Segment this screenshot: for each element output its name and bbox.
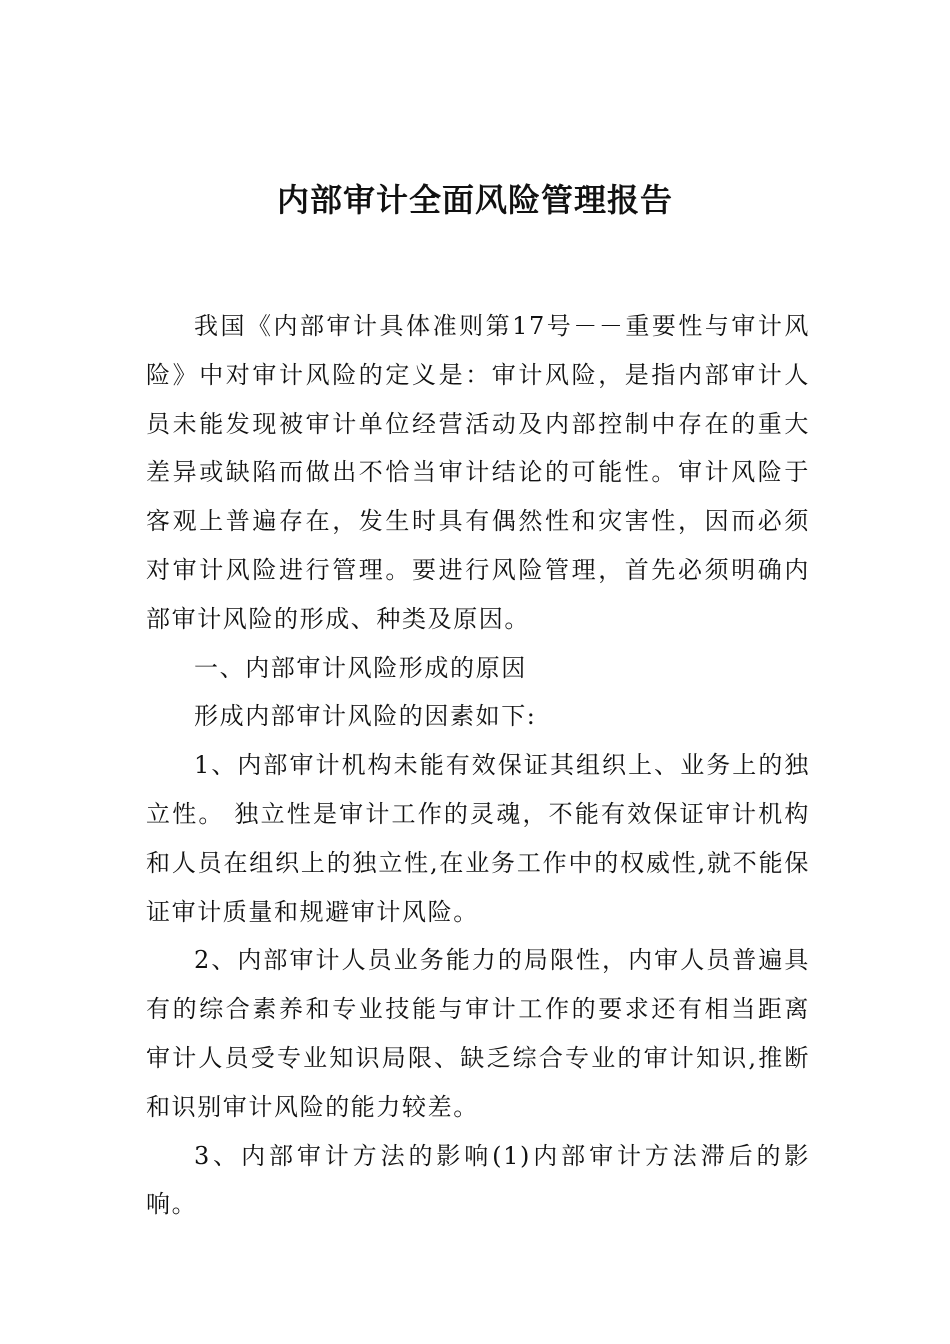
section-heading-causes: 一、内部审计风险形成的原因: [194, 653, 527, 682]
paragraph-definition: 我国《内部审计具体准则第17号－－重要性与审计风险》中对审计风险的定义是：审计风险，是指内部审计人员未能发现被审计单位经营活动及内部控制中存在的重大差异或缺陷而做出不恰当审计结论的可能性。审计风险于客观上普遍存在，发生时具有偶然性和灾害性，因而必须对审计风险进行管理。要进行风险管理，首先必须明确内部审计风险的形成、种类及原因。: [146, 312, 810, 633]
paragraph-item-1: 1、内部审计机构未能有效保证其组织上、业务上的独立性。 独立性是审计工作的灵魂，不能有效保证审计机构和人员在组织上的独立性,在业务工作中的权威性,就不能保证审计质量和规避审计风险。: [146, 751, 810, 926]
document-title: 内部审计全面风险管理报告: [276, 181, 673, 219]
paragraph-factors-intro: 形成内部审计风险的因素如下:: [194, 702, 537, 731]
document-body: [146, 302, 810, 1229]
paragraph-item-3: 3、内部审计方法的影响(1)内部审计方法滞后的影响。: [146, 1141, 810, 1219]
paragraph-item-2: 2、内部审计人员业务能力的局限性，内审人员普遍具有的综合素养和专业技能与审计工作的要求还有相当距离审计人员受专业知识局限、缺乏综合专业的审计知识,推断和识别审计风险的能力较差。: [146, 946, 810, 1121]
